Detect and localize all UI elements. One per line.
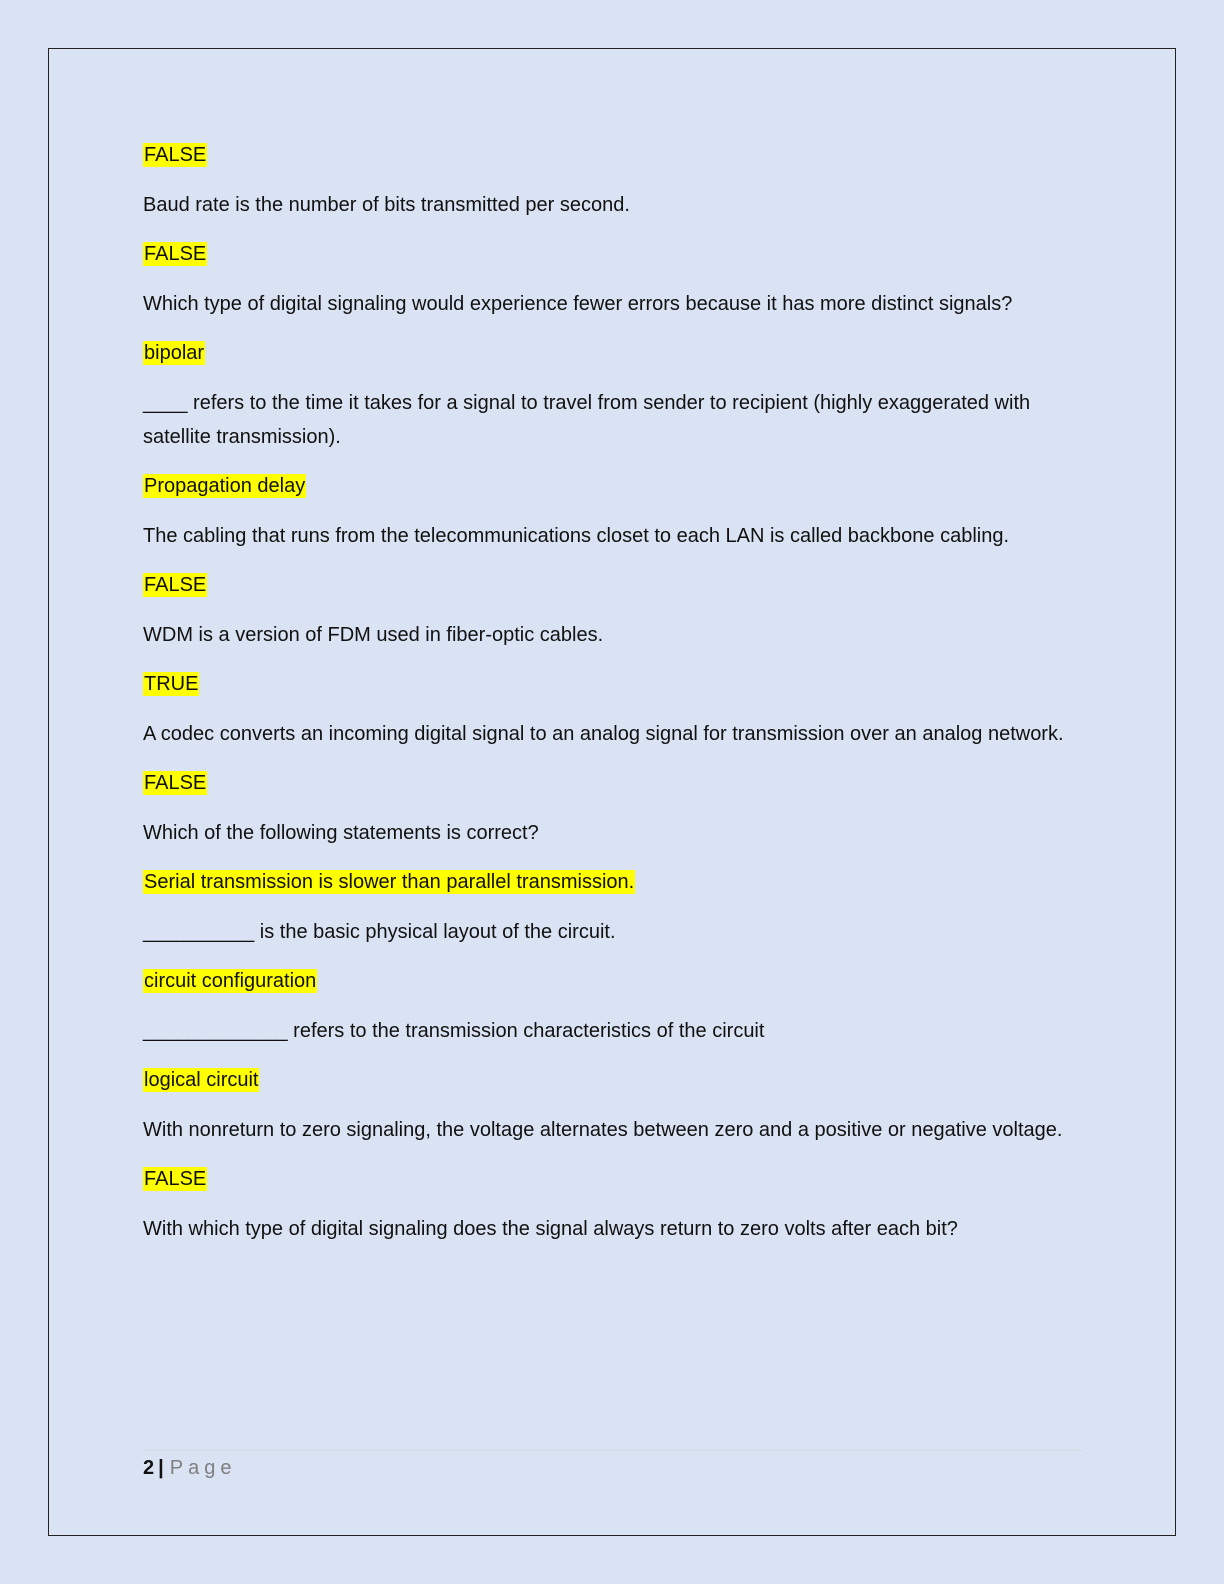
answer-line	[143, 138, 1083, 172]
question-line: A codec converts an incoming digital signal to an analog signal for transmission over an analog network.	[143, 722, 1064, 745]
answer-text: FALSE	[144, 772, 207, 794]
question-line: With which type of digital signaling does the signal always return to zero volts after each bit?	[143, 1217, 958, 1240]
question-line: The cabling that runs from the telecommunications closet to each LAN is called backbone cabling.	[143, 524, 1010, 547]
question-line: _____________ refers to the transmission characteristics of the circuit	[143, 1019, 765, 1042]
answer-text: FALSE	[144, 243, 207, 265]
answer-text: FALSE	[144, 144, 207, 166]
answer-text: FALSE	[144, 1168, 207, 1190]
question-line: WDM is a version of FDM used in fiber-optic cables.	[143, 623, 604, 646]
question-line: Baud rate is the number of bits transmitted per second.	[143, 193, 630, 216]
answer-line	[143, 237, 1083, 271]
page-number: 2	[143, 1457, 155, 1479]
answer-text: Propagation delay	[144, 475, 306, 497]
question-line: With nonreturn to zero signaling, the voltage alternates between zero and a positive or negative voltage.	[143, 1118, 1063, 1141]
page-label: Page	[169, 1457, 237, 1479]
question-line: Which type of digital signaling would experience fewer errors because it has more distinct signals?	[143, 292, 1013, 315]
answer-line	[143, 766, 1083, 800]
answer-text: FALSE	[144, 574, 207, 596]
answer-line	[143, 865, 1083, 899]
question-line: Which of the following statements is correct?	[143, 821, 539, 844]
footer-separator: |	[158, 1457, 164, 1479]
answer-line	[143, 667, 1083, 701]
answer-line	[143, 1063, 1083, 1097]
answer-line	[143, 336, 1083, 370]
answer-line	[143, 469, 1083, 503]
answer-line	[143, 568, 1083, 602]
answer-text: circuit configuration	[144, 970, 317, 992]
question-line: __________ is the basic physical layout of the circuit.	[143, 920, 616, 943]
answer-text: logical circuit	[144, 1069, 259, 1091]
answer-text: TRUE	[144, 673, 199, 695]
page-footer	[143, 1455, 236, 1481]
footer-divider	[143, 1450, 1083, 1451]
answer-line	[143, 1162, 1083, 1196]
answer-text: bipolar	[144, 342, 205, 364]
answer-line	[143, 964, 1083, 998]
question-line: ____ refers to the time it takes for a signal to travel from sender to recipient (highly exaggerated with satellite transmission).	[143, 391, 1031, 448]
answer-text: Serial transmission is slower than parallel transmission.	[144, 871, 635, 893]
document-body	[143, 138, 1083, 1261]
